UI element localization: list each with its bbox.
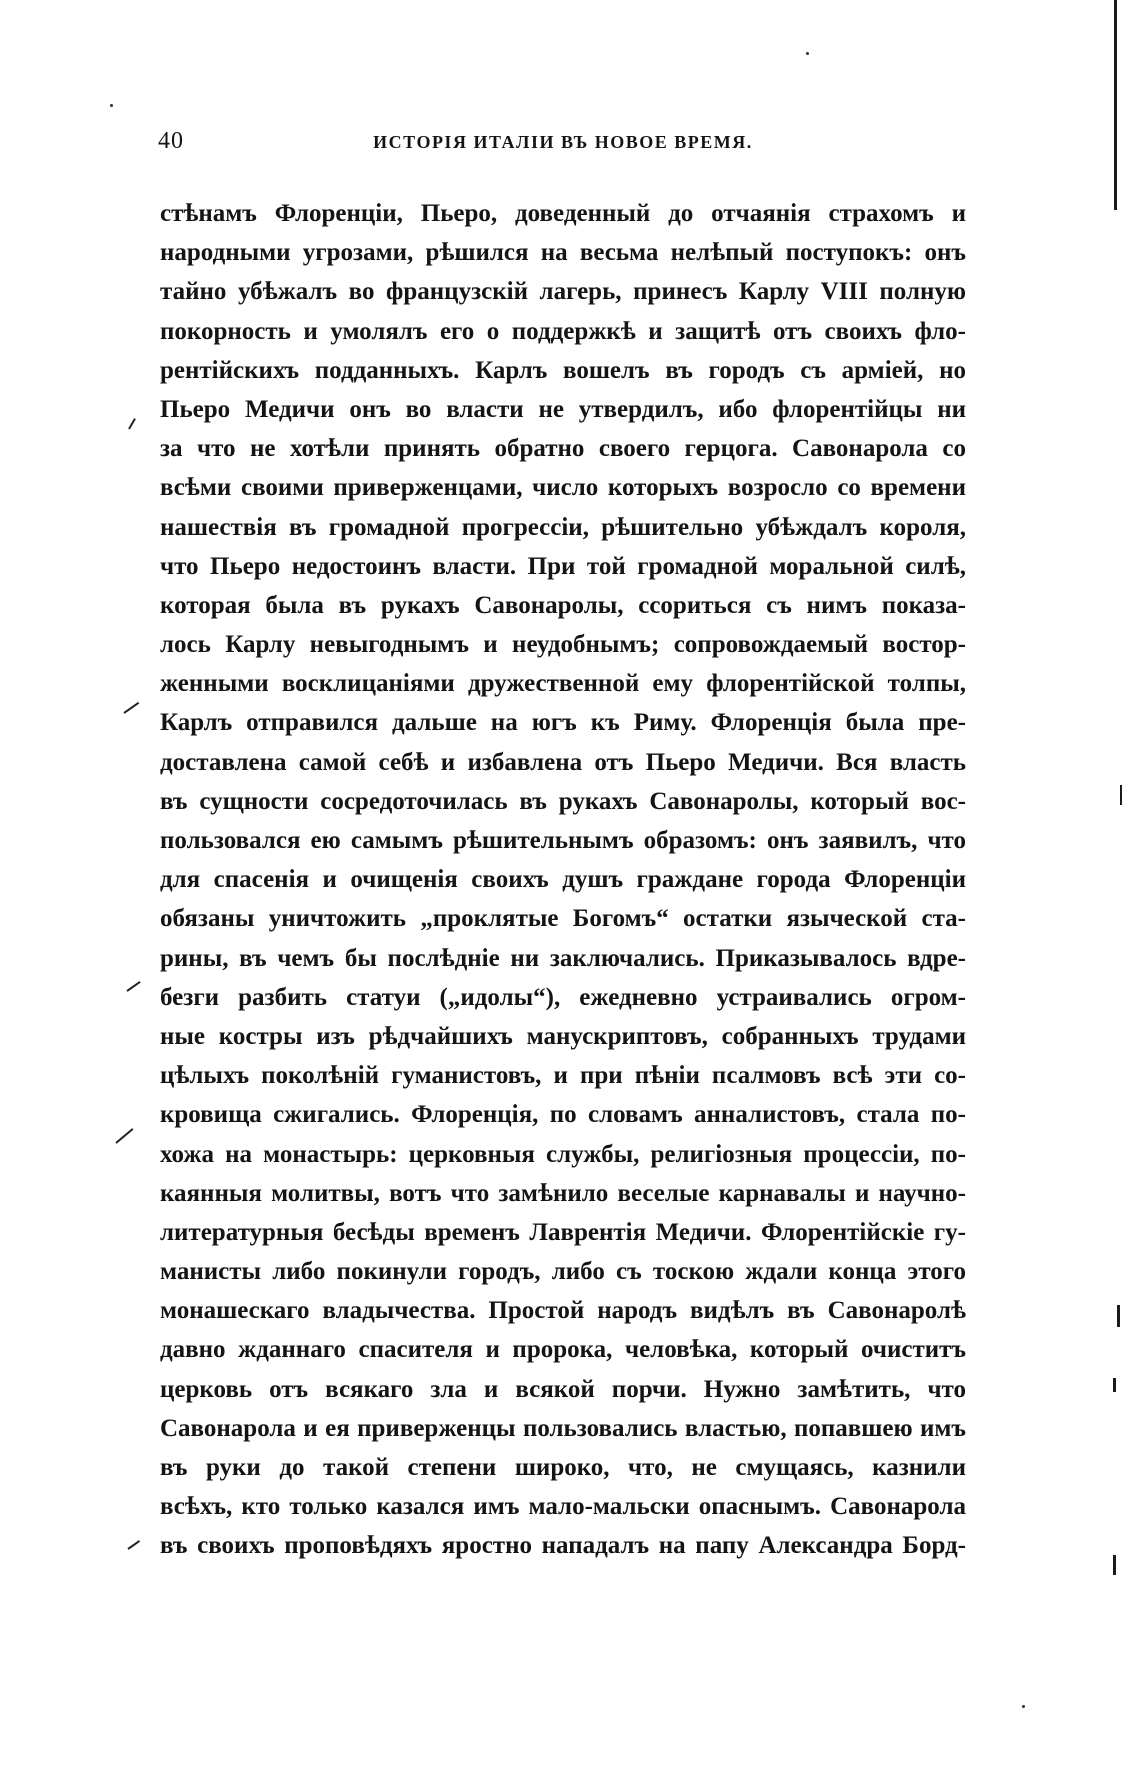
text-line: цѣлыхъ поколѣній гуманистовъ, и при пѣніи псалмовъ всѣ эти со- bbox=[160, 1062, 966, 1090]
text-line: монашескаго владычества. Простой народъ видѣлъ въ Савонаролѣ bbox=[160, 1297, 966, 1325]
text-line: доставлена самой себѣ и избавлена отъ Пьеро Медичи. Вся власть bbox=[160, 748, 966, 776]
text-line: нашествія въ громадной прогрессіи, рѣшительно убѣждалъ короля, bbox=[160, 513, 966, 541]
margin-pencil-mark bbox=[126, 981, 140, 992]
text-line: въ своихъ проповѣдяхъ яростно нападалъ на папу Александра Борд- bbox=[160, 1532, 966, 1560]
dust-speck bbox=[110, 104, 113, 107]
text-line: литературныя бесѣды временъ Лаврентія Медичи. Флорентійскіе гу- bbox=[160, 1218, 966, 1246]
text-line: пользовался ею самымъ рѣшительнымъ образомъ: онъ заявилъ, что bbox=[160, 827, 966, 854]
page-header bbox=[148, 128, 978, 158]
text-line: которая была въ рукахъ Савонаролы, ссориться съ нимъ показа- bbox=[160, 591, 966, 619]
text-line: стѣнамъ Флоренціи, Пьеро, доведенный до отчаянія страхомъ и bbox=[160, 200, 966, 227]
text-line: всѣми своими приверженцами, число которыхъ возросло со времени bbox=[160, 474, 966, 502]
text-line: въ руки до такой степени широко, что, не смущаясь, казнили bbox=[160, 1454, 966, 1481]
text-line: каянныя молитвы, вотъ что замѣнило веселые карнавалы и научно- bbox=[160, 1179, 966, 1207]
text-line: въ сущности сосредоточилась въ рукахъ Савонаролы, который вос- bbox=[160, 787, 966, 815]
page-number: 40 bbox=[158, 128, 184, 154]
edge-speck bbox=[1117, 1305, 1120, 1327]
text-line: тайно убѣжалъ во французскій лагерь, принесъ Карлу VIII полную bbox=[160, 278, 966, 306]
text-line: хожа на монастырь: церковныя службы, религіозныя процессіи, по- bbox=[160, 1140, 966, 1168]
text-line: кровища сжигались. Флоренція, по словамъ анналистовъ, стала по- bbox=[160, 1101, 966, 1129]
text-line: Пьеро Медичи онъ во власти не утвердилъ, ибо флорентійцы ни bbox=[160, 395, 966, 423]
text-line: лось Карлу невыгоднымъ и неудобнымъ; сопровождаемый востор- bbox=[160, 631, 966, 659]
text-line: покорность и умолялъ его о поддержкѣ и защитѣ отъ своихъ фло- bbox=[160, 317, 966, 345]
text-line: рины, въ чемъ бы послѣдніе ни заключались. Приказывалось вдре- bbox=[160, 944, 966, 972]
text-line: что Пьеро недостоинъ власти. При той громадной моральной силѣ, bbox=[160, 552, 966, 580]
edge-speck bbox=[1113, 1555, 1116, 1575]
text-line: народными угрозами, рѣшился на весьма нелѣпый поступокъ: онъ bbox=[160, 239, 966, 267]
margin-pencil-mark bbox=[115, 1128, 133, 1144]
text-line: рентійскихъ подданныхъ. Карлъ вошелъ въ городъ съ арміей, но bbox=[160, 356, 966, 384]
page-edge-shadow bbox=[1114, 0, 1117, 210]
margin-pencil-mark bbox=[123, 702, 139, 714]
text-line: всѣхъ, кто только казался имъ мало-мальски опаснымъ. Савонарола bbox=[160, 1493, 966, 1521]
text-line: церковь отъ всякаго зла и всякой порчи. Нужно замѣтить, что bbox=[160, 1375, 966, 1403]
text-line: за что не хотѣли принять обратно своего герцога. Савонарола со bbox=[160, 435, 966, 463]
text-line: давно жданнаго спасителя и пророка, человѣка, который очиститъ bbox=[160, 1336, 966, 1364]
edge-speck bbox=[1113, 1378, 1116, 1392]
text-line: манисты либо покинули городъ, либо съ тоскою ждали конца этого bbox=[160, 1258, 966, 1286]
margin-pencil-mark bbox=[128, 418, 136, 429]
text-line: для спасенія и очищенія своихъ душъ граждане города Флоренціи bbox=[160, 866, 966, 894]
margin-pencil-mark bbox=[127, 1540, 140, 1550]
body-text bbox=[160, 194, 966, 1566]
dust-speck bbox=[1022, 1705, 1025, 1708]
text-line: обязаны уничтожить „проклятые Богомъ“ остатки языческой ста- bbox=[160, 905, 966, 933]
dust-speck bbox=[806, 52, 809, 55]
text-line: женными восклицаніями дружественной ему флорентійской толпы, bbox=[160, 670, 966, 698]
text-line: ные костры изъ рѣдчайшихъ манускриптовъ, собранныхъ трудами bbox=[160, 1022, 966, 1050]
edge-speck bbox=[1120, 785, 1122, 805]
text-line: Савонарола и ея приверженцы пользовались властью, попавшею имъ bbox=[160, 1414, 966, 1442]
text-line: безги разбить статуи („идолы“), ежедневно устраивались огром- bbox=[160, 983, 966, 1011]
text-line: Карлъ отправился дальше на югъ къ Риму. Флоренція была пре- bbox=[160, 709, 966, 737]
running-title: ИСТОРІЯ ИТАЛІИ ВЪ НОВОЕ ВРЕМЯ. bbox=[373, 132, 753, 152]
